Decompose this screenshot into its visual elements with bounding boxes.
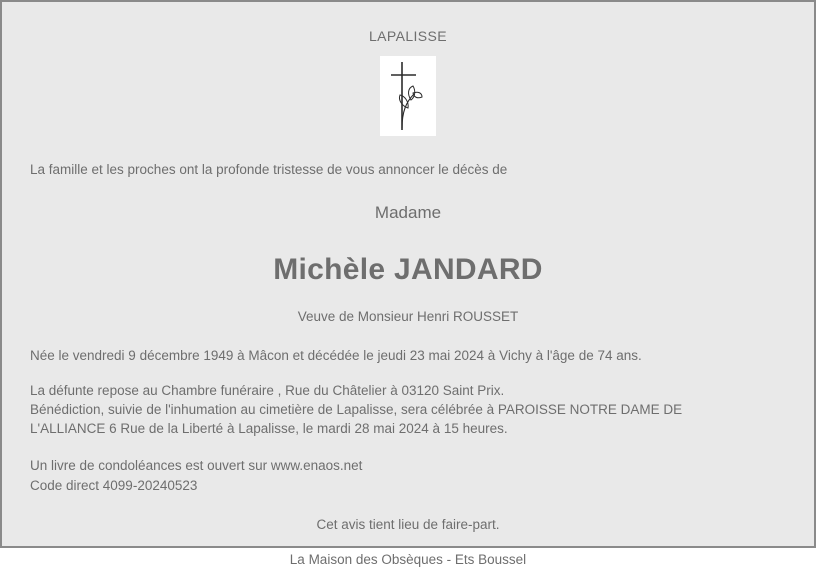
condolences-link-line[interactable]: Un livre de condoléances est ouvert sur www.enaos.net <box>30 458 363 474</box>
funeral-line: Bénédiction, suivie de l'inhumation au cimetière de Lapalisse, sera célébrée à PAROISSE NOTRE DAME DE <box>30 402 683 418</box>
faire-part-line: Cet avis tient lieu de faire-part. <box>316 516 500 532</box>
funeral-details <box>28 381 788 438</box>
funeral-line: L'ALLIANCE 6 Rue de la Liberté à Lapalisse, le mardi 28 mai 2024 à 15 heures. <box>30 421 508 437</box>
birth-death-line: Née le vendredi 9 décembre 1949 à Mâcon et décédée le jeudi 23 mai 2024 à Vichy à l'âge de 74 ans. <box>30 348 642 363</box>
condolences-code-line: Code direct 4099-20240523 <box>30 477 198 493</box>
deceased-name: Michèle JANDARD <box>273 253 543 286</box>
cross-with-flower-icon <box>380 56 436 136</box>
emblem-container <box>28 56 788 136</box>
condolences-details <box>28 456 788 494</box>
honorific-title: Madame <box>374 203 442 222</box>
announcement-intro: La famille et les proches ont la profonde tristesse de vous annoncer le décès de <box>30 162 508 177</box>
funeral-line: La défunte repose au Chambre funéraire , Rue du Châtelier à 03120 Saint Prix. <box>30 383 505 398</box>
funeral-provider: La Maison des Obsèques - Ets Boussel <box>289 551 527 567</box>
city-label: LAPALISSE <box>368 28 448 44</box>
spouse-line: Veuve de Monsieur Henri ROUSSET <box>297 309 519 324</box>
